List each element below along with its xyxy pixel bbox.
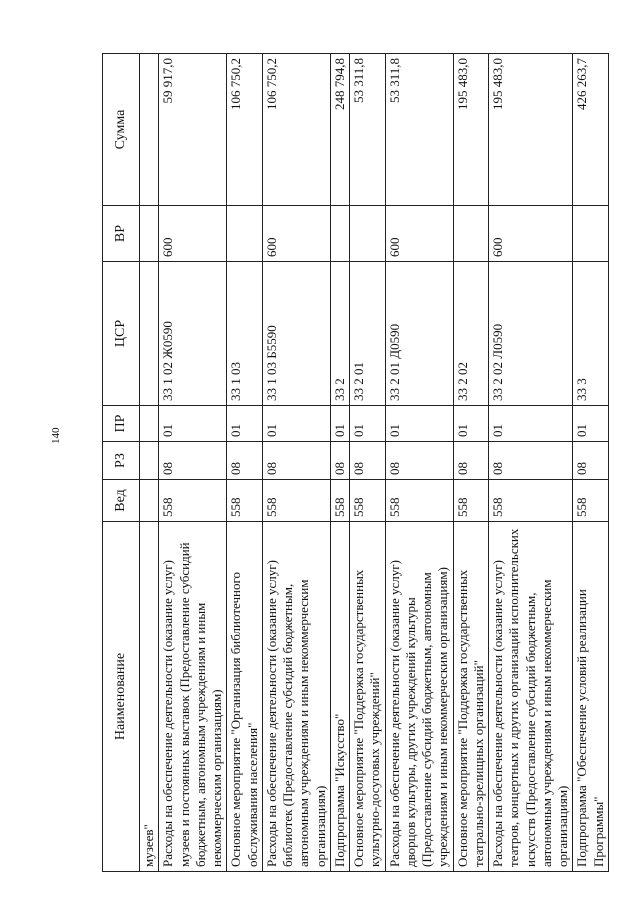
cell-ved: 558 [453, 480, 489, 522]
cell-sum: 195 483,0 [489, 54, 573, 206]
cell-vr [227, 206, 263, 262]
cell-sum: 59 917,0 [159, 54, 227, 206]
cell-rz: 08 [385, 442, 453, 480]
cell-rz: 08 [453, 442, 489, 480]
cell-rz: 08 [227, 442, 263, 480]
table-row [227, 54, 263, 872]
cell-csr: 33 1 03 [227, 262, 263, 406]
cell-vr [453, 206, 489, 262]
cell-pr: 01 [385, 406, 453, 442]
cell-ved [140, 480, 159, 522]
cell-ved: 558 [385, 480, 453, 522]
cell-csr: 33 2 [330, 262, 349, 406]
cell-name: Основное мероприятие "Поддержка государственных культурно-досуговых учреждений" [350, 522, 386, 872]
cell-name: Основное мероприятие "Организация библиотечного обслуживания населения" [227, 522, 263, 872]
cell-name: Подпрограмма "Обеспечение условий реализации Программы" [573, 522, 609, 872]
cell-sum: 106 750,2 [262, 54, 330, 206]
cell-pr: 01 [350, 406, 386, 442]
header-pr: ПР [103, 406, 140, 442]
cell-vr [573, 206, 609, 262]
cell-csr: 33 2 01 Д0590 [385, 262, 453, 406]
table-row [140, 54, 159, 872]
cell-vr: 600 [385, 206, 453, 262]
cell-sum: 53 311,8 [385, 54, 453, 206]
cell-rz: 08 [262, 442, 330, 480]
cell-rz: 08 [573, 442, 609, 480]
cell-ved: 558 [227, 480, 263, 522]
table-row [159, 54, 227, 872]
table-row [350, 54, 386, 872]
header-ved: Вед [103, 480, 140, 522]
cell-rz: 08 [350, 442, 386, 480]
cell-name: музеев" [140, 522, 159, 872]
cell-name: Расходы на обеспечение деятельности (оказание услуг) библиотек (Предоставление субсидий бюджетным, автономным учреждениям и иным некоммерческим организациям) [262, 522, 330, 872]
table-row [489, 54, 573, 872]
cell-vr [330, 206, 349, 262]
cell-ved: 558 [159, 480, 227, 522]
cell-name: Расходы на обеспечение деятельности (оказание услуг) дворцов культуры, других учреждений культуры (Предоставление субсидий бюджетным, автономным учреждениям и иным некоммерческим организациям) [385, 522, 453, 872]
cell-csr: 33 2 02 [453, 262, 489, 406]
cell-rz: 08 [159, 442, 227, 480]
cell-sum: 426 263,7 [573, 54, 609, 206]
cell-ved: 558 [330, 480, 349, 522]
cell-pr: 01 [262, 406, 330, 442]
cell-csr: 33 2 02 Л0590 [489, 262, 573, 406]
cell-vr: 600 [159, 206, 227, 262]
cell-ved: 558 [489, 480, 573, 522]
cell-ved: 558 [573, 480, 609, 522]
page-number: 140 [50, 427, 62, 444]
cell-vr: 600 [262, 206, 330, 262]
cell-vr [350, 206, 386, 262]
cell-pr: 01 [330, 406, 349, 442]
cell-csr: 33 1 02 Ж0590 [159, 262, 227, 406]
cell-sum: 106 750,2 [227, 54, 263, 206]
cell-sum: 248 794,8 [330, 54, 349, 206]
cell-pr: 01 [489, 406, 573, 442]
header-name: Наименование [103, 522, 140, 872]
table-row [330, 54, 349, 872]
rotated-page-content [102, 54, 609, 872]
cell-pr [140, 406, 159, 442]
cell-pr: 01 [573, 406, 609, 442]
table-row [573, 54, 609, 872]
header-rz: РЗ [103, 442, 140, 480]
cell-name: Расходы на обеспечение деятельности (оказание услуг) музеев и постоянных выставок (Предоставление субсидий бюджетным, автономным учреждениям и иным некоммерческим организациям) [159, 522, 227, 872]
cell-sum [140, 54, 159, 206]
table-row [385, 54, 453, 872]
header-vr: ВР [103, 206, 140, 262]
cell-pr: 01 [159, 406, 227, 442]
header-csr: ЦСР [103, 262, 140, 406]
cell-rz: 08 [330, 442, 349, 480]
cell-pr: 01 [227, 406, 263, 442]
cell-csr: 33 2 01 [350, 262, 386, 406]
cell-sum: 53 311,8 [350, 54, 386, 206]
cell-name: Подпрограмма "Искусство" [330, 522, 349, 872]
cell-csr [140, 262, 159, 406]
budget-table [102, 53, 609, 872]
cell-name: Расходы на обеспечение деятельности (оказание услуг) театров, концертных и других организаций исполнительских искусств (Предоставление субсидий бюджетным, автономным учреждениям и иным некоммерческим организациям) [489, 522, 573, 872]
cell-pr: 01 [453, 406, 489, 442]
cell-name: Основное мероприятие "Поддержка государственных театрально-зрелищных организаций" [453, 522, 489, 872]
cell-rz: 08 [489, 442, 573, 480]
cell-ved: 558 [350, 480, 386, 522]
cell-csr: 33 1 03 Б5590 [262, 262, 330, 406]
table-row [262, 54, 330, 872]
table-row [453, 54, 489, 872]
cell-vr [140, 206, 159, 262]
header-sum: Сумма [103, 54, 140, 206]
cell-sum: 195 483,0 [453, 54, 489, 206]
cell-ved: 558 [262, 480, 330, 522]
cell-vr: 600 [489, 206, 573, 262]
cell-csr: 33 3 [573, 262, 609, 406]
table-header-row [103, 54, 140, 872]
cell-rz [140, 442, 159, 480]
